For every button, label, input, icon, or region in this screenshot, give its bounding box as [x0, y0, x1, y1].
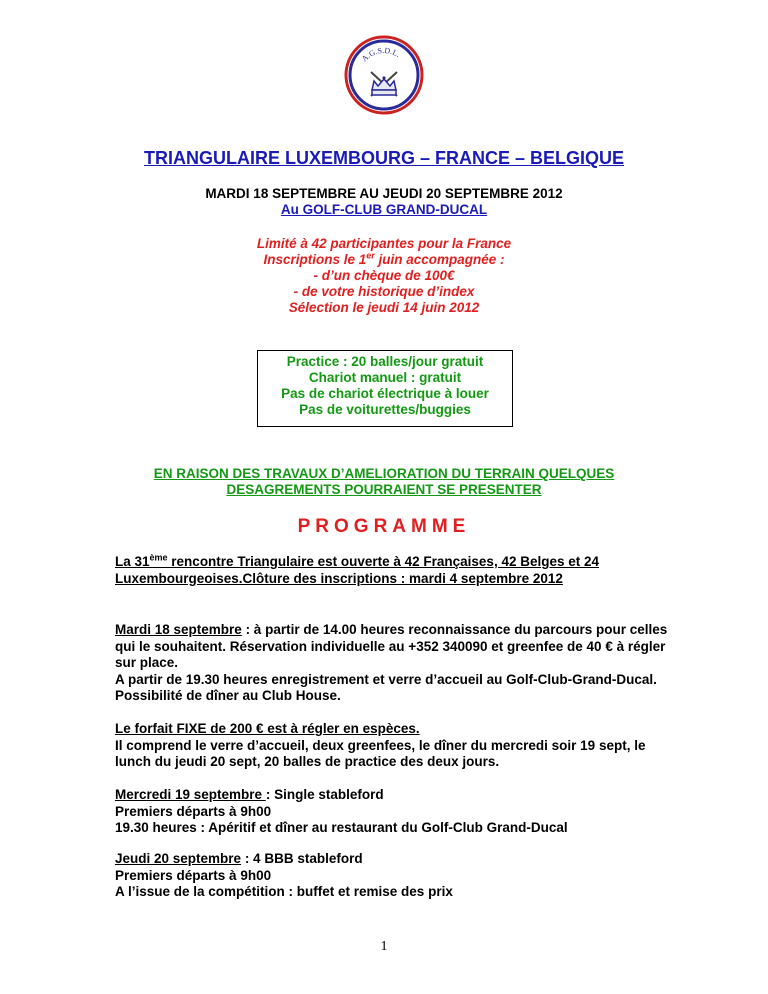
forfait-label: Le forfait FIXE de 200 € est à régler en espèces. — [115, 721, 420, 736]
thursday-prizes: A l’issue de la compétition : buffet et remise des prix — [115, 884, 453, 899]
programme-heading: PROGRAMME — [297, 516, 471, 537]
buggies-line: Pas de voiturettes/buggies — [299, 402, 471, 417]
registration-details — [0, 236, 768, 316]
warning-line-1: EN RAISON DES TRAVAUX D’AMELIORATION DU TERRAIN QUELQUES — [153, 466, 615, 481]
wednesday-dinner: 19.30 heures : Apéritif et dîner au restaurant du Golf-Club Grand-Ducal — [115, 820, 568, 835]
wednesday-section — [115, 787, 675, 837]
intro-paragraph: La 31ème rencontre Triangulaire est ouverte à 42 Françaises, 42 Belges et 24 Luxembourgeoises.Clôture des inscriptions : mardi 4 septembre 2012 — [115, 552, 599, 586]
warning-line-2: DESAGREMENTS POURRAIENT SE PRESENTER — [226, 482, 542, 497]
logo-text: A.G.S.D.L. — [359, 45, 402, 64]
cheque-line: - d’un chèque de 100€ — [313, 268, 455, 283]
thursday-start: Premiers départs à 9h00 — [115, 867, 272, 883]
tuesday-evening-text: A partir de 19.30 heures enregistrement et verre d’accueil au Golf-Club-Grand-Ducal. Possibilité de dîner au Club House. — [115, 671, 657, 703]
works-warning — [0, 466, 768, 498]
thursday-section — [115, 851, 675, 901]
registration-line: Inscriptions le 1er juin accompagnée : — [263, 250, 505, 267]
club-logo — [343, 34, 425, 116]
page-number: 1 — [380, 939, 388, 954]
practice-line: Practice : 20 balles/jour gratuit — [286, 354, 484, 369]
electric-trolley-line: Pas de chariot électrique à louer — [281, 386, 489, 401]
forfait-text: Il comprend le verre d’accueil, deux greenfees, le dîner du mercredi soir 19 sept, le lunch du jeudi 20 sept, 20 balles de practice des deux jours. — [115, 737, 646, 769]
event-venue: Au GOLF-CLUB GRAND-DUCAL — [280, 202, 488, 217]
thursday-label: Jeudi 20 septembre — [115, 851, 242, 866]
wednesday-format: : Single stableford — [265, 787, 384, 802]
wednesday-label: Mercredi 19 septembre — [115, 787, 266, 802]
tuesday-text: : à partir de 14.00 heures reconnaissance du parcours pour celles qui le souhaitent. Réservation individuelle au +352 340090 et greenfee de 40 € à régler sur place. — [115, 622, 668, 670]
thursday-format: : 4 BBB stableford — [241, 851, 363, 866]
forfait-section — [115, 721, 675, 771]
limit-line: Limité à 42 participantes pour la France — [256, 236, 512, 251]
wednesday-start: Premiers départs à 9h00 — [115, 803, 272, 819]
golf-crown-crest-icon — [343, 34, 425, 116]
selection-line: Sélection le jeudi 14 juin 2012 — [288, 300, 480, 315]
trolley-line: Chariot manuel : gratuit — [308, 370, 462, 385]
tuesday-label: Mardi 18 septembre — [115, 622, 242, 637]
event-dates: MARDI 18 SEPTEMBRE AU JEUDI 20 SEPTEMBRE 2012 — [205, 186, 563, 201]
practice-info-box — [257, 350, 513, 427]
tuesday-section — [115, 622, 675, 705]
index-line: - de votre historique d’index — [293, 284, 475, 299]
page-title: TRIANGULAIRE LUXEMBOURG – FRANCE – BELGIQUE — [143, 148, 625, 168]
